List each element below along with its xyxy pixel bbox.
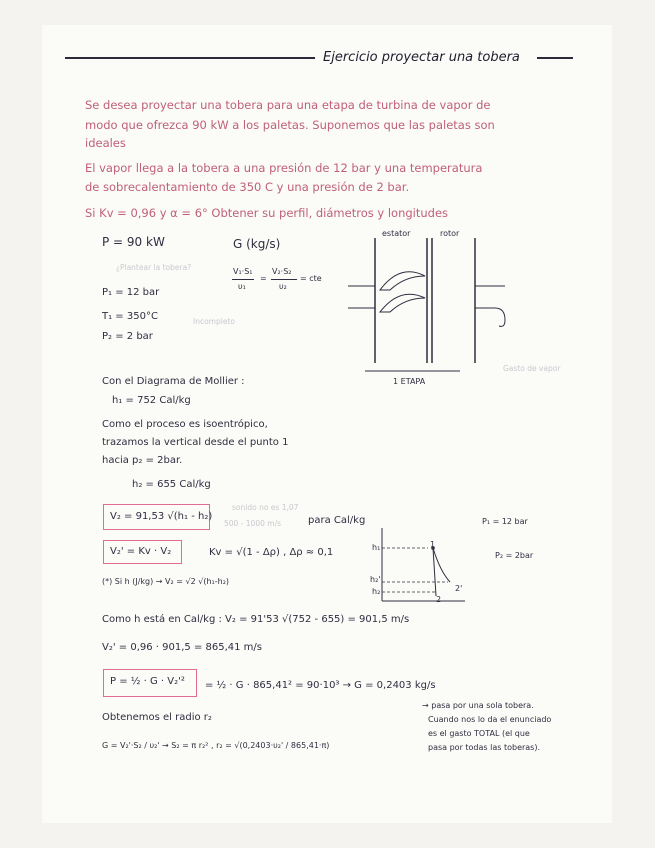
mollier-h1: h₁ = 752 Cal/kg (112, 395, 191, 406)
stage-estator-label: estator (382, 229, 411, 238)
kv-formula: Kv = √(1 - Δρ) , Δρ ≈ 0,1 (209, 547, 334, 558)
bleed-text: Incompleto (193, 317, 235, 326)
note-line-2: Cuando nos lo da el enunciado (428, 715, 552, 724)
fraction-bar (271, 279, 297, 280)
power-formula: P = ½ · G · V₂'² (110, 676, 185, 687)
continuity-den-right: υ₂ (279, 282, 287, 291)
bleed-text: Gasto de vapor (503, 364, 561, 373)
hs-diagram (370, 526, 470, 606)
note-line-1: → pasa por una sola tobera. (422, 701, 534, 710)
hs-h1-label: h₁ (372, 543, 381, 552)
calc-v2: Como h está en Cal/kg : V₂ = 91'53 √(752 - 655) = 901,5 m/s (102, 614, 410, 625)
hs-point-2: 2 (436, 595, 442, 604)
v2-formula: V₂ = 91,53 √(h₁ - h₂) (110, 511, 213, 522)
bleed-text: ¿Plantear la tobera? (116, 263, 192, 272)
header-rule-right (537, 57, 573, 59)
statement-line-2: modo que ofrezca 90 kW a los paletas. Suponemos que las paletas son (85, 118, 495, 132)
mollier-line-1: Con el Diagrama de Mollier : (102, 376, 245, 387)
radius-equation: G = V₂'·S₂ / υ₂' → S₂ = π r₂² , r₂ = √(0,2403·υ₂' / 865,41·π) (102, 741, 330, 750)
stage-rotor-label: rotor (440, 229, 460, 238)
stage-caption: 1 ETAPA (393, 377, 426, 386)
note-line-4: pasa por todas las toberas). (428, 743, 541, 752)
continuity-cte: = cte (300, 274, 322, 283)
hs-p2-label: P₂ = 2bar (495, 551, 534, 560)
statement-line-4: El vapor llega a la tobera a una presión de 12 bar y una temperatura (85, 161, 483, 175)
bleed-text: sonido no es 1,07 (232, 503, 299, 512)
statement-line-3: ideales (85, 136, 126, 150)
power-calculation: = ½ · G · 865,41² = 90·10³ → G = 0,2403 kg/s (205, 680, 436, 691)
page-title: Ejercicio proyectar una tobera (323, 50, 520, 65)
statement-line-5: de sobrecalentamiento de 350 C y una presión de 2 bar. (85, 180, 410, 194)
stage-diagram (345, 228, 520, 388)
joule-note: (*) Si h (J/kg) → V₂ = √2 √(h₁-h₂) (102, 577, 230, 586)
hs-point-2p: 2' (455, 584, 463, 593)
calc-v2p: V₂' = 0,96 · 901,5 = 865,41 m/s (102, 642, 262, 653)
note-line-3: es el gasto TOTAL (el que (428, 729, 530, 738)
mollier-line-4: hacia p₂ = 2bar. (102, 455, 183, 466)
statement-line-1: Se desea proyectar una tobera para una etapa de turbina de vapor de (85, 98, 491, 112)
bleed-text: 500 - 1000 m/s (224, 519, 282, 528)
hs-p1-label: P₁ = 12 bar (482, 517, 528, 526)
mollier-h2: h₂ = 655 Cal/kg (132, 479, 211, 490)
fraction-bar (232, 279, 254, 280)
data-p2: P₂ = 2 bar (102, 331, 153, 342)
continuity-equals: = (260, 274, 267, 283)
hs-h2-label: h₂ (372, 587, 381, 596)
mollier-line-3: trazamos la vertical desde el punto 1 (102, 437, 289, 448)
data-power: P = 90 kW (102, 235, 165, 249)
continuity-num-left: V₁·S₁ (233, 267, 253, 276)
v2-units-note: para Cal/kg (308, 515, 366, 526)
data-t1: T₁ = 350°C (102, 311, 158, 322)
continuity-num-right: V₂·S₂ (272, 267, 292, 276)
data-mass-flow: G (kg/s) (233, 237, 281, 251)
mollier-line-2: Como el proceso es isoentrópico, (102, 419, 268, 430)
data-p1: P₁ = 12 bar (102, 287, 160, 298)
hs-point-1: 1 (430, 540, 436, 549)
statement-line-6: Si Kv = 0,96 y α = 6° Obtener su perfil, diámetros y longitudes (85, 206, 449, 220)
continuity-den-left: υ₁ (238, 282, 246, 291)
hs-h2p-label: h₂' (370, 575, 381, 584)
header-rule-left (65, 57, 315, 59)
radius-title: Obtenemos el radio r₂ (102, 712, 212, 723)
v2p-formula: V₂' = Kv · V₂ (110, 546, 172, 557)
